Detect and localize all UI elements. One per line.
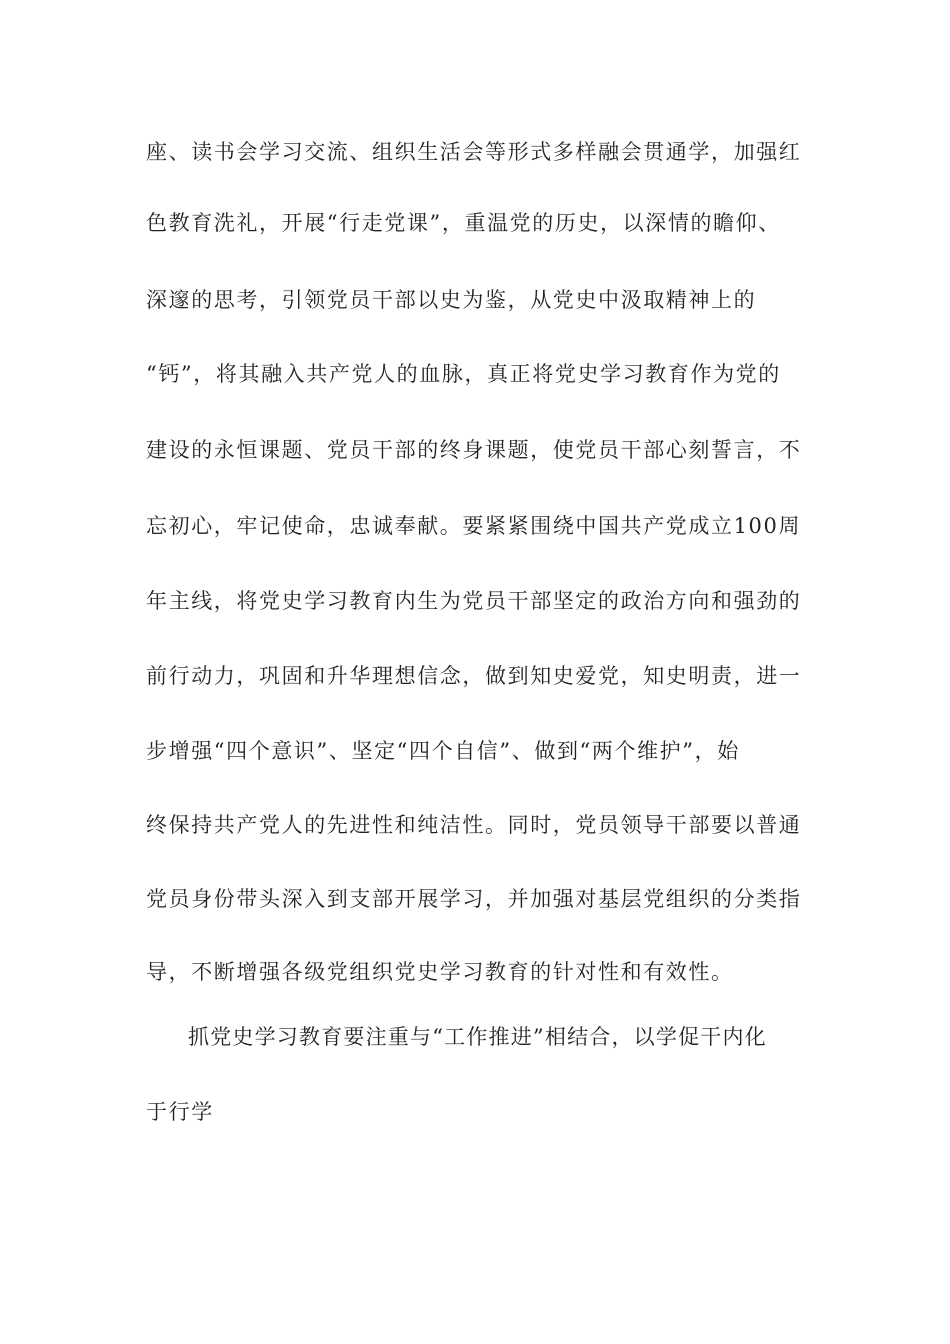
text-line-1: 座、读书会学习交流、组织生活会等形式多样融会贯通学，加强红: [146, 140, 802, 164]
text-line-5: 建设的永恒课题、党员干部的终身课题，使党员干部心刻誓言，不: [146, 438, 802, 462]
text-line-3: 深邃的思考，引领党员干部以史为鉴，从党史中汲取精神上的: [146, 288, 757, 312]
text-line-14: 于行学: [146, 1100, 214, 1124]
text-line-9: 步增强“四个意识”、坚定“四个自信”、做到“两个维护”，始: [146, 739, 740, 763]
text-line-2: 色教育洗礼，开展“行走党课”，重温党的历史，以深情的瞻仰、: [146, 211, 781, 235]
text-line-4: “钙”，将其融入共产党人的血脉，真正将党史学习教育作为党的: [146, 362, 781, 386]
text-line-7: 年主线，将党史学习教育内生为党员干部坚定的政治方向和强劲的: [146, 589, 802, 613]
text-line-11: 党员身份带头深入到支部开展学习，并加强对基层党组织的分类指: [146, 887, 802, 911]
text-line-6: 忘初心，牢记使命，忠诚奉献。要紧紧围绕中国共产党成立100周: [146, 514, 802, 538]
paragraph-start-line: 抓党史学习教育要注重与“工作推进”相结合，以学促干内化: [188, 1025, 767, 1049]
text-line-12: 导，不断增强各级党组织党史学习教育的针对性和有效性。: [146, 960, 734, 984]
text-line-8: 前行动力，巩固和升华理想信念，做到知史爱党，知史明责，进一: [146, 664, 802, 688]
text-line-10: 终保持共产党人的先进性和纯洁性。同时，党员领导干部要以普通: [146, 813, 802, 837]
